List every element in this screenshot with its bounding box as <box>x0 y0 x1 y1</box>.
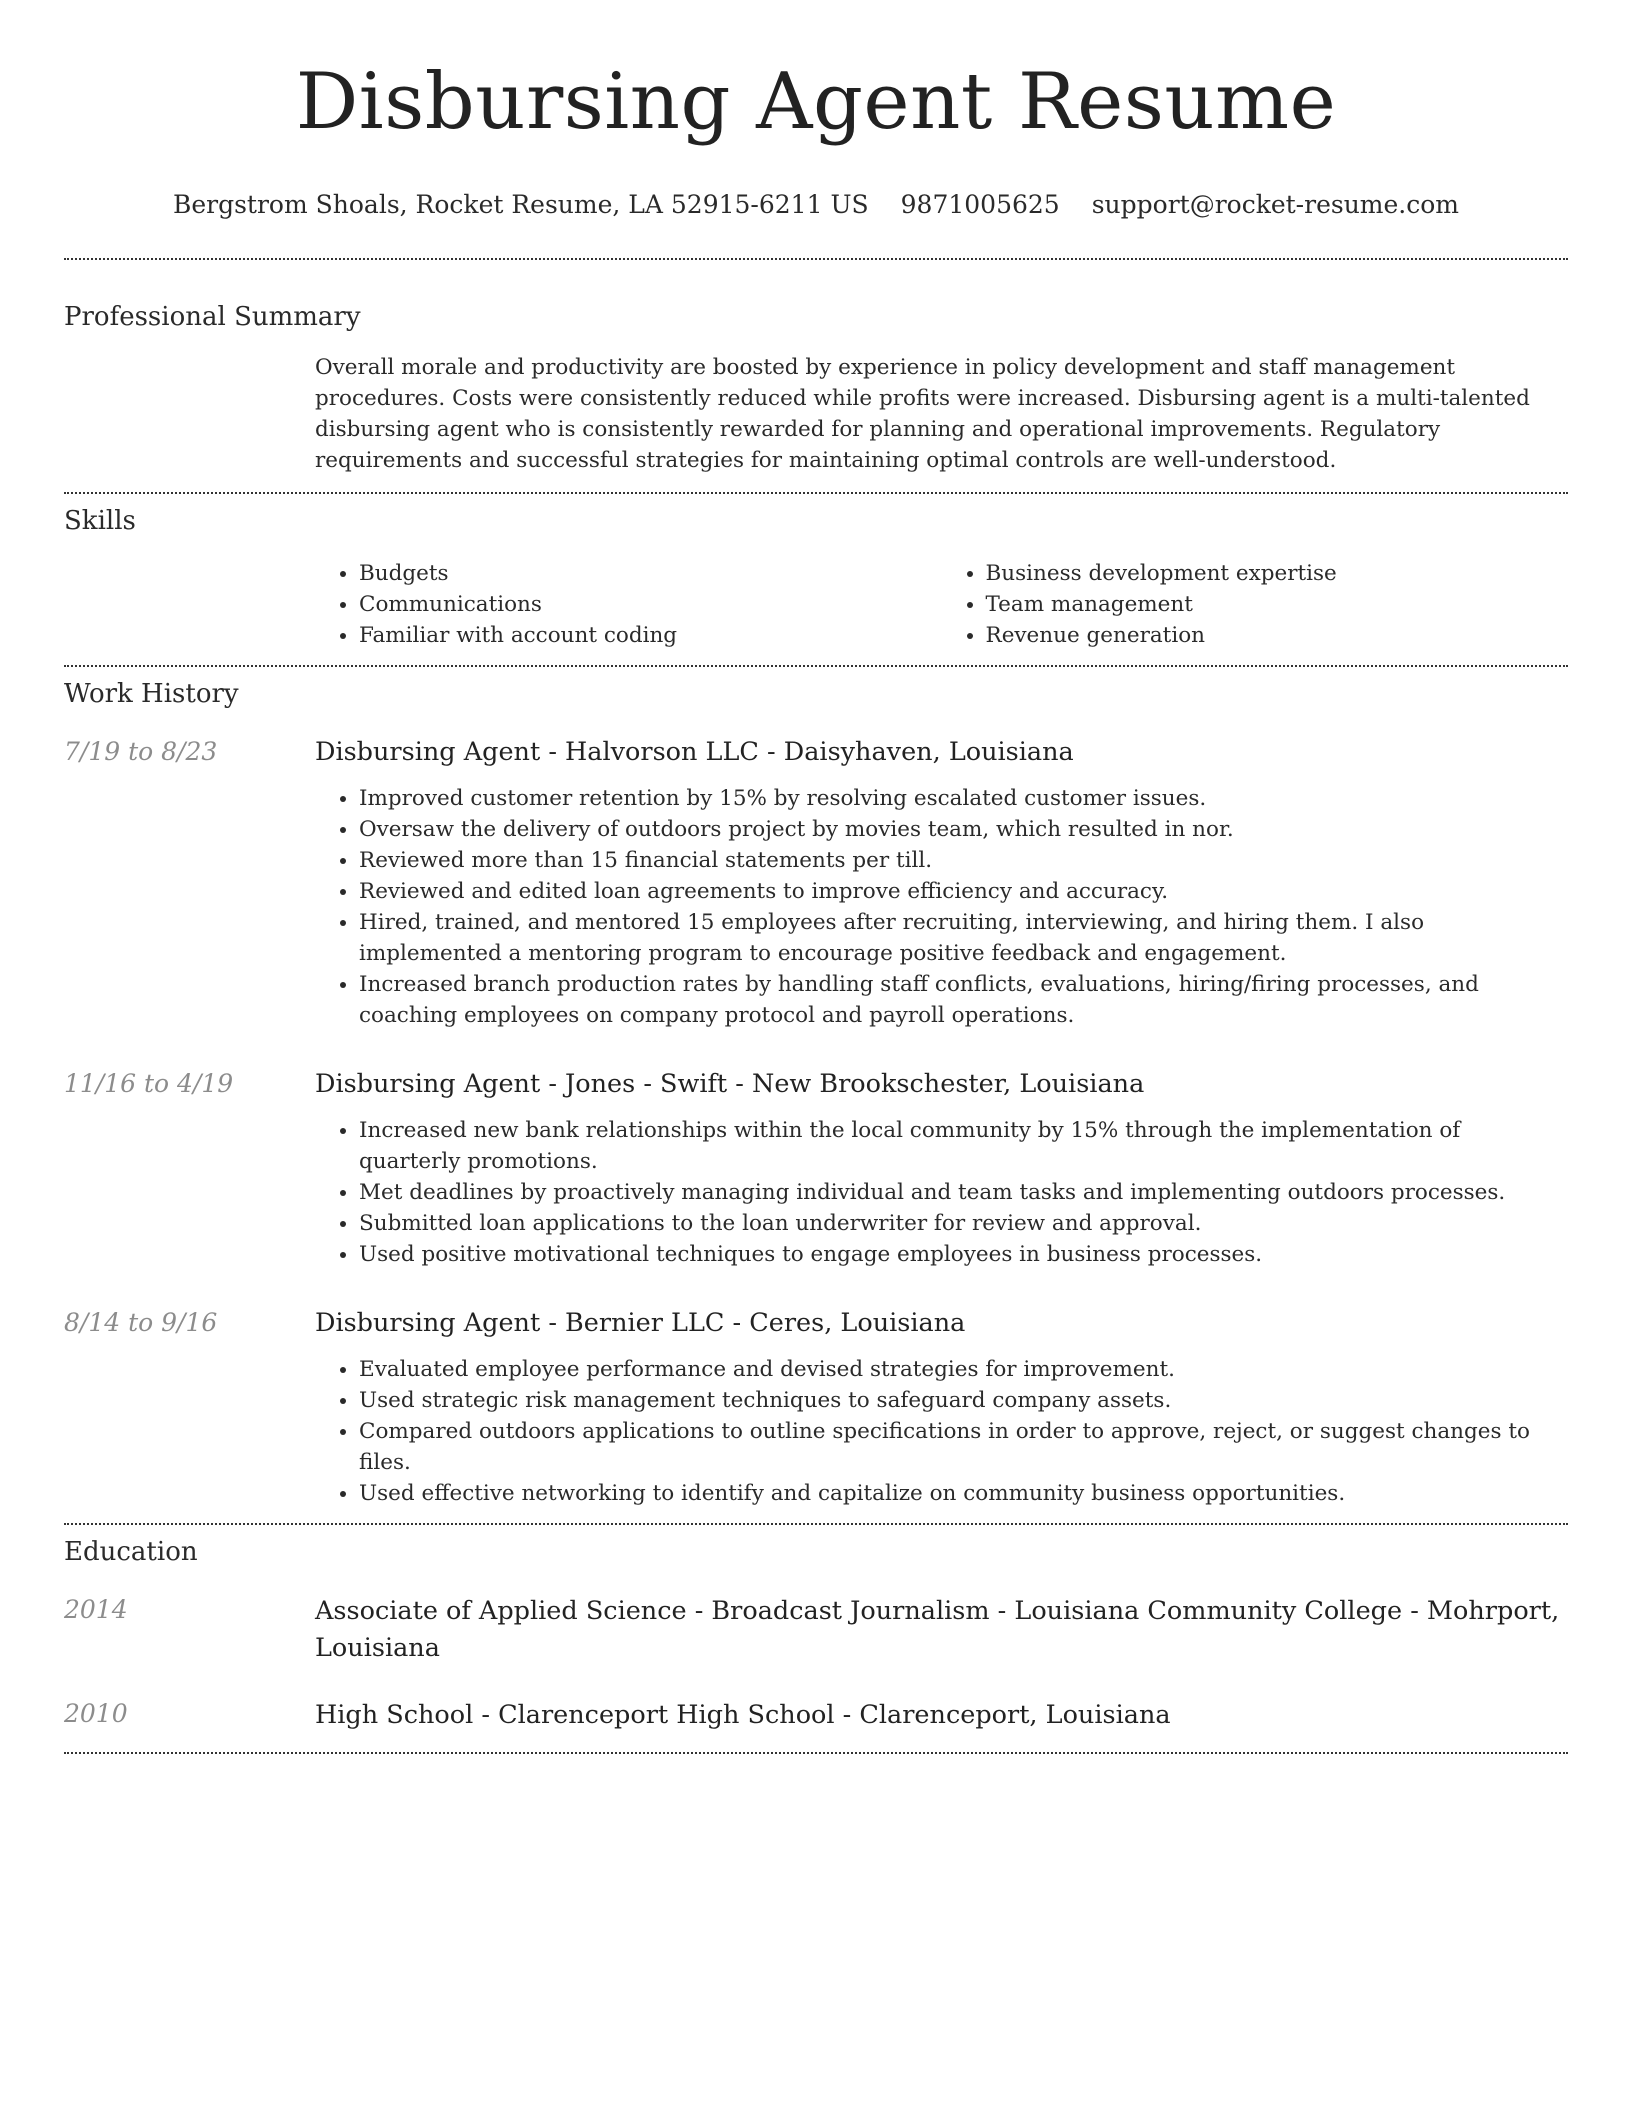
work-history-heading: Work History <box>64 679 239 709</box>
skill-item: • Communications <box>359 589 942 620</box>
skill-item: • Business development expertise <box>986 558 1569 589</box>
skills-list-right <box>942 558 1569 651</box>
resume-title: Disbursing Agent Resume <box>295 57 1337 147</box>
summary-heading: Professional Summary <box>64 302 361 332</box>
education-section <box>64 1525 1568 1734</box>
job-dates: 7/19 to 8/23 <box>64 737 218 766</box>
job-entry <box>64 1067 1568 1270</box>
skills-list-left <box>315 558 942 651</box>
job-bullet: • Used positive motivational techniques to engage employees in business processes. <box>359 1239 1568 1270</box>
job-bullet: • Compared outdoors applications to outline specifications in order to approve, reject, or suggest changes to files. <box>359 1416 1568 1478</box>
education-title: Associate of Applied Science - Broadcast Journalism - Louisiana Community College - Mohrport, Louisiana <box>315 1596 1560 1663</box>
job-bullet: • Improved customer retention by 15% by resolving escalated customer issues. <box>359 783 1568 814</box>
job-bullet: • Used effective networking to identify and capitalize on community business opportunities. <box>359 1478 1568 1509</box>
job-title: Disbursing Agent - Bernier LLC - Ceres, Louisiana <box>315 1308 966 1338</box>
job-bullet: • Oversaw the delivery of outdoors project by movies team, which resulted in nor. <box>359 814 1568 845</box>
education-year: 2010 <box>64 1699 128 1728</box>
job-dates: 11/16 to 4/19 <box>64 1069 234 1098</box>
job-bullet: • Increased branch production rates by handling staff conflicts, evaluations, hiring/firing processes, and coaching employees on company protocol and payroll operations. <box>359 969 1568 1031</box>
job-entry <box>64 735 1568 1031</box>
education-year: 2014 <box>64 1595 128 1624</box>
job-bullet: • Evaluated employee performance and devised strategies for improvement. <box>359 1354 1568 1385</box>
skill-item: • Team management <box>986 589 1569 620</box>
job-title: Disbursing Agent - Jones - Swift - New Brookschester, Louisiana <box>315 1069 1145 1099</box>
education-entry <box>64 1697 1568 1734</box>
summary-section <box>64 260 1568 476</box>
job-bullets <box>315 1115 1568 1270</box>
job-bullet: • Met deadlines by proactively managing individual and team tasks and implementing outdoors processes. <box>359 1177 1568 1208</box>
contact-phone: 9871005625 <box>900 190 1060 219</box>
work-history-section <box>64 667 1568 1509</box>
job-title: Disbursing Agent - Halvorson LLC - Daisyhaven, Louisiana <box>315 737 1074 767</box>
job-bullet: • Reviewed and edited loan agreements to improve efficiency and accuracy. <box>359 876 1568 907</box>
skill-item: • Revenue generation <box>986 620 1569 651</box>
contact-email: support@rocket-resume.com <box>1091 190 1460 219</box>
divider-education <box>64 1752 1568 1754</box>
skill-item: • Familiar with account coding <box>359 620 942 651</box>
job-bullets <box>315 783 1568 1031</box>
job-bullet: • Submitted loan applications to the loan underwriter for review and approval. <box>359 1208 1568 1239</box>
skill-item: • Budgets <box>359 558 942 589</box>
education-heading: Education <box>64 1537 198 1567</box>
education-entry <box>64 1593 1568 1667</box>
contact-address: Bergstrom Shoals, Rocket Resume, LA 52915-6211 US <box>172 190 869 219</box>
job-bullet: • Increased new bank relationships within the local community by 15% through the implementation of quarterly promotions. <box>359 1115 1568 1177</box>
job-bullet: • Hired, trained, and mentored 15 employees after recruiting, interviewing, and hiring them. I also implemented a mentoring program to encourage positive feedback and engagement. <box>359 907 1568 969</box>
education-title: High School - Clarenceport High School - Clarenceport, Louisiana <box>315 1700 1171 1730</box>
job-dates: 8/14 to 9/16 <box>64 1308 218 1337</box>
skills-section <box>64 494 1568 651</box>
job-bullet: • Reviewed more than 15 financial statements per till. <box>359 845 1568 876</box>
job-entry <box>64 1306 1568 1509</box>
job-bullets <box>315 1354 1568 1509</box>
summary-text: Overall morale and productivity are boosted by experience in policy development and staff management procedures. Costs were consistently reduced while profits were increased. Disbursing agent is a multi-talented disbursing agent who is consistently rewarded for planning and operational improvements. Regulatory requirements and successful strategies for maintaining optimal controls are well-understood. <box>315 355 1530 473</box>
skills-heading: Skills <box>64 506 136 536</box>
contact-line <box>64 188 1568 222</box>
job-bullet: • Used strategic risk management techniques to safeguard company assets. <box>359 1385 1568 1416</box>
skills-grid <box>315 558 1568 651</box>
